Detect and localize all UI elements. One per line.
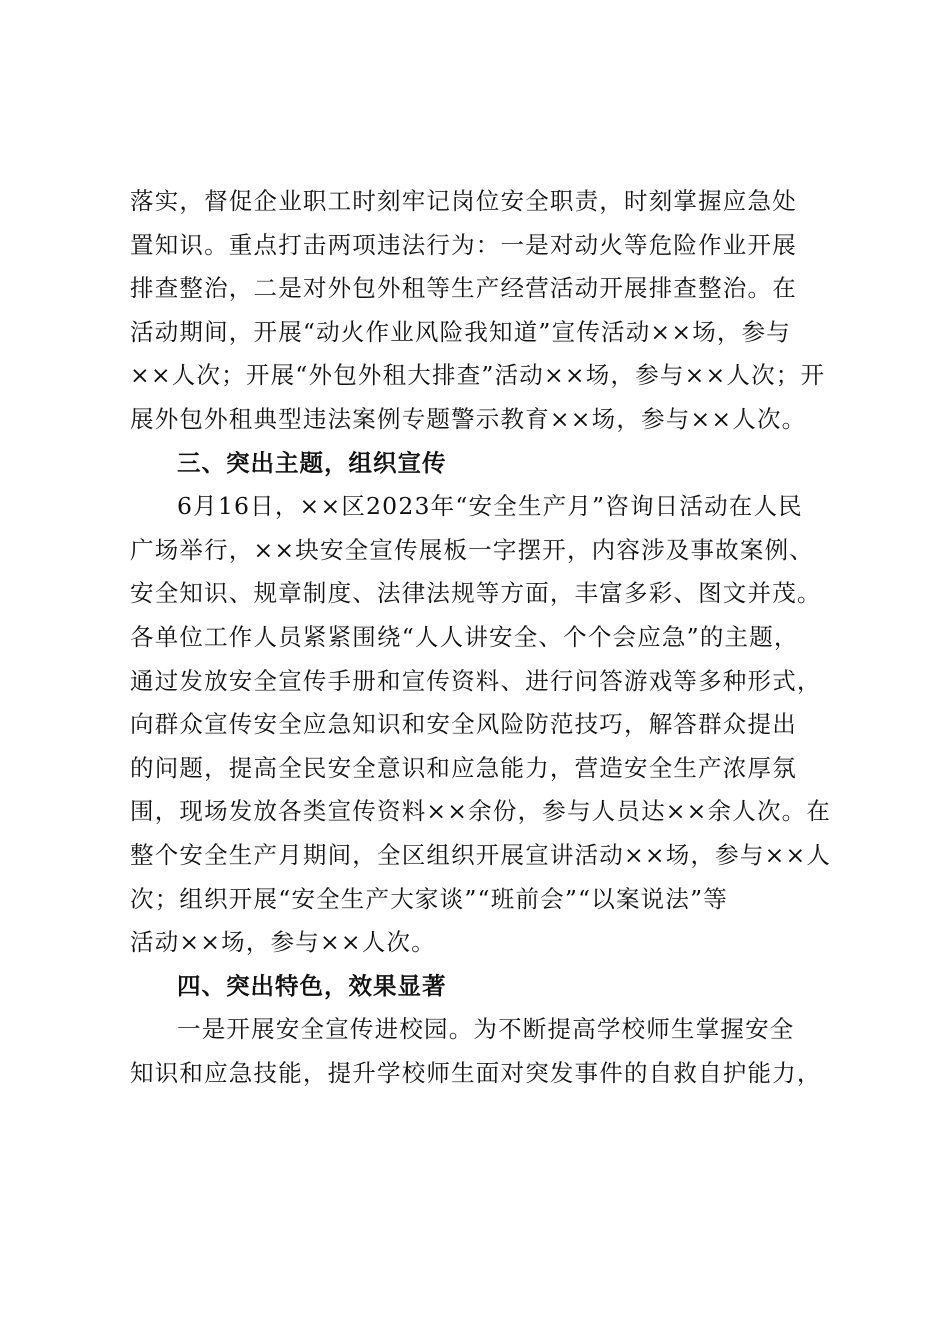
paragraph-line: 安全知识、规章制度、法律法规等方面，丰富多彩、图文并茂。 (130, 579, 822, 608)
paragraph-line: 活动××场，参与××人次。 (130, 928, 436, 957)
paragraph-line: ××人次；开展“外包外租大排查”活动××场，参与××人次；开 (130, 361, 826, 390)
paragraph-line: 置知识。重点打击两项违法行为：一是对动火等危险作业开展 (130, 230, 797, 259)
paragraph-line: 通过发放安全宣传手册和宣传资料、进行问答游戏等多种形式， (130, 666, 822, 695)
paragraph-line: 活动期间，开展“动火作业风险我知道”宣传活动××场，参与 (130, 317, 792, 346)
paragraph-line: 落实，督促企业职工时刻牢记岗位安全职责，时刻掌握应急处 (130, 187, 797, 215)
paragraph-line: 向群众宣传安全应急知识和安全风险防范技巧，解答群众提出 (130, 710, 797, 739)
paragraph-line: 次；组织开展“安全生产大家谈”“班前会”“以案说法”等 (130, 884, 728, 913)
paragraph-line: 一是开展安全宣传进校园。为不断提高学校师生掌握安全 (177, 1015, 795, 1044)
paragraph-line: 各单位工作人员紧紧围绕“人人讲安全、个个会应急”的主题， (130, 622, 799, 651)
paragraph-line: 知识和应急技能，提升学校师生面对突发事件的自救自护能力， (130, 1058, 822, 1087)
paragraph-line: 排查整治，二是对外包外租等生产经营活动开展排查整治。在 (130, 274, 797, 303)
paragraph-line: 的问题，提高全民安全意识和应急能力，营造安全生产浓厚氛 (130, 753, 797, 782)
section-heading-4: 四、突出特色，效果显著 (177, 971, 447, 1000)
paragraph-line: 整个安全生产月期间，全区组织开展宣讲活动××场，参与××人 (130, 840, 832, 869)
document-body (130, 180, 830, 1095)
section-heading-3: 三、突出主题，组织宣传 (177, 448, 447, 477)
paragraph-line: 6月16日，××区2023年“安全生产月”咨询日活动在人民 (177, 492, 803, 521)
paragraph-line: 围，现场发放各类宣传资料××余份，参与人员达××余人次。在 (130, 797, 832, 826)
paragraph-line: 广场举行，××块安全宣传展板一字摆开，内容涉及事故案例、 (130, 535, 814, 564)
paragraph-line: 展外包外租典型违法案例专题警示教育××场，参与××人次。 (130, 404, 807, 433)
